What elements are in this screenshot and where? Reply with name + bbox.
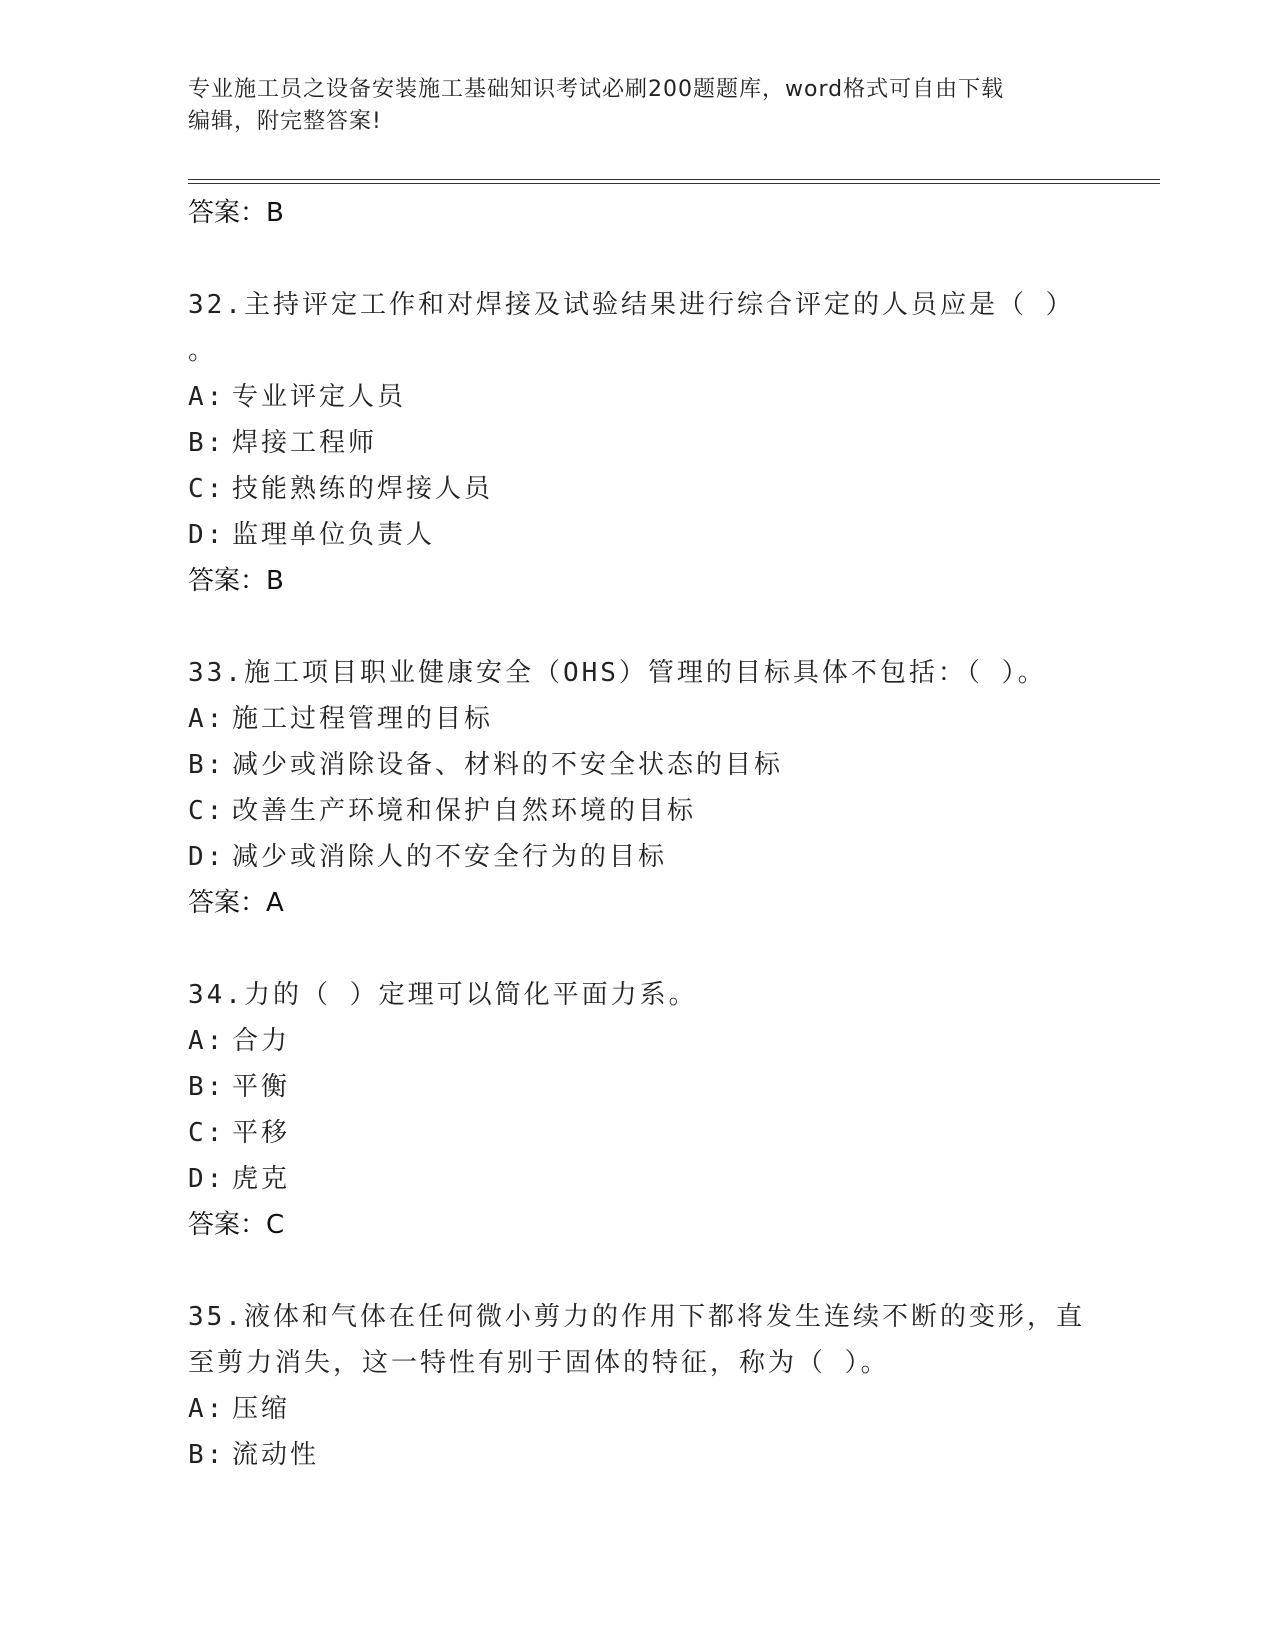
- option-a: [188, 696, 1108, 742]
- option-letter: D:: [188, 1164, 226, 1194]
- option-c: [188, 788, 1108, 834]
- header-title-line-2: 编辑，附完整答案!: [188, 109, 382, 134]
- option-c: [188, 1110, 1108, 1156]
- option-text: 流动性: [232, 1440, 320, 1470]
- question-34: [188, 972, 1108, 1248]
- option-d: [188, 834, 1108, 880]
- question-text-line: 33.施工项目职业健康安全（OHS）管理的目标具体不包括：（ ）。: [188, 658, 1047, 688]
- option-letter: B:: [188, 1072, 226, 1102]
- question-text-line: 32.主持评定工作和对焊接及试验结果进行综合评定的人员应是（ ）: [188, 290, 1075, 320]
- option-text: 减少或消除人的不安全行为的目标: [232, 842, 668, 872]
- option-b: [188, 1064, 1108, 1110]
- option-text: 技能熟练的焊接人员: [232, 474, 494, 504]
- option-c: [188, 466, 1108, 512]
- option-b: [188, 742, 1108, 788]
- answer-line: 答案：B: [188, 566, 284, 596]
- option-letter: C:: [188, 796, 226, 826]
- option-letter: D:: [188, 842, 226, 872]
- answer-line: 答案：A: [188, 888, 284, 918]
- option-text: 虎克: [232, 1164, 291, 1194]
- question-35: [188, 1294, 1108, 1478]
- option-letter: B:: [188, 428, 226, 458]
- option-letter: A:: [188, 382, 226, 412]
- option-text: 监理单位负责人: [232, 520, 436, 550]
- option-letter: C:: [188, 1118, 226, 1148]
- option-a: [188, 1018, 1108, 1064]
- option-text: 施工过程管理的目标: [232, 704, 494, 734]
- question-text-line: 至剪力消失，这一特性有别于固体的特征，称为（ ）。: [188, 1348, 890, 1378]
- question-text-line: 。: [188, 336, 218, 366]
- option-text: 压缩: [232, 1394, 291, 1424]
- option-letter: A:: [188, 1394, 226, 1424]
- option-text: 改善生产环境和保护自然环境的目标: [232, 796, 697, 826]
- option-text: 焊接工程师: [232, 428, 378, 458]
- option-d: [188, 512, 1108, 558]
- question-33: [188, 650, 1108, 926]
- header-divider-top: [188, 179, 1160, 180]
- option-a: [188, 1386, 1108, 1432]
- option-letter: A:: [188, 704, 226, 734]
- question-list: [188, 190, 1108, 1478]
- option-letter: B:: [188, 750, 226, 780]
- option-letter: B:: [188, 1440, 226, 1470]
- option-letter: A:: [188, 1026, 226, 1056]
- option-text: 合力: [232, 1026, 291, 1056]
- option-letter: D:: [188, 520, 226, 550]
- option-text: 专业评定人员: [232, 382, 407, 412]
- answer-line: 答案：C: [188, 1210, 285, 1240]
- option-d: [188, 1156, 1108, 1202]
- option-b: [188, 1432, 1108, 1478]
- question-text-line: 34.力的（ ）定理可以简化平面力系。: [188, 980, 698, 1010]
- option-a: [188, 374, 1108, 420]
- option-text: 平衡: [232, 1072, 291, 1102]
- option-text: 平移: [232, 1118, 291, 1148]
- header-divider-bottom: [188, 183, 1160, 184]
- document-header: [188, 74, 1088, 138]
- header-title-line-1: 专业施工员之设备安装施工基础知识考试必刷200题题库，word格式可自由下载: [188, 77, 1005, 102]
- answer-line: 答案：B: [188, 198, 284, 228]
- option-text: 减少或消除设备、材料的不安全状态的目标: [232, 750, 784, 780]
- question-32: [188, 282, 1108, 604]
- question-text-line: 35.液体和气体在任何微小剪力的作用下都将发生连续不断的变形，直: [188, 1302, 1085, 1332]
- option-letter: C:: [188, 474, 226, 504]
- option-b: [188, 420, 1108, 466]
